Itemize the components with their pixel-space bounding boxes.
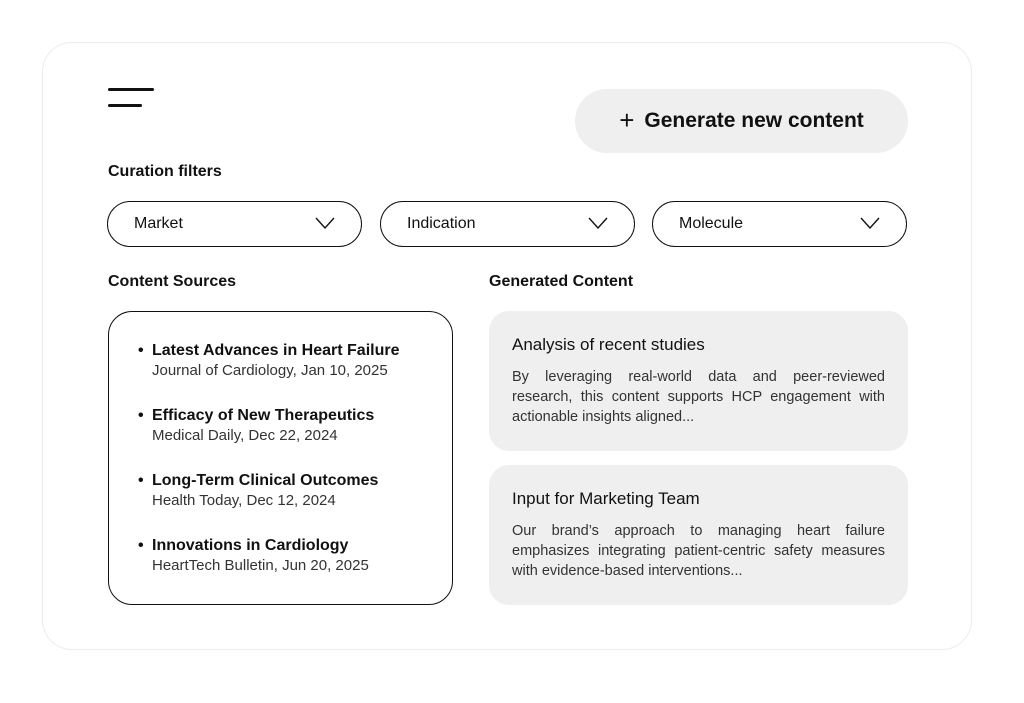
menu-line (108, 104, 142, 107)
generated-content-title: Generated Content (489, 273, 634, 290)
generated-card-body: Our brand’s approach to managing heart failure emphasizes integrating patient-centric safety measures with evidence-based interventions... (512, 523, 885, 579)
curation-filters-title: Curation filters (108, 163, 222, 180)
generated-card-title: Analysis of recent studies (512, 335, 705, 354)
source-title: Innovations in Cardiology (152, 537, 349, 554)
filter-label: Indication (407, 215, 476, 232)
menu-line (108, 88, 154, 91)
bullet: • (138, 537, 144, 554)
content-sources-title: Content Sources (108, 273, 237, 290)
hamburger-menu-icon[interactable] (108, 88, 156, 108)
generate-button-label: Generate new content (644, 109, 864, 132)
content-sources-panel (108, 311, 453, 605)
generate-new-content-button[interactable] (575, 89, 908, 153)
generated-card-title: Input for Marketing Team (512, 489, 700, 508)
indication-filter-dropdown[interactable] (380, 201, 635, 247)
bullet: • (138, 472, 144, 489)
market-filter-dropdown[interactable] (107, 201, 362, 247)
source-title-row (138, 407, 438, 425)
source-title: Long-Term Clinical Outcomes (152, 472, 379, 489)
generated-content-card[interactable] (489, 465, 908, 605)
source-meta: Medical Daily, Dec 22, 2024 (152, 427, 338, 444)
bullet: • (138, 407, 144, 424)
source-item[interactable] (138, 342, 438, 379)
chevron-down-icon (315, 216, 335, 230)
filter-label: Market (134, 215, 183, 232)
plus-icon: + (619, 105, 635, 135)
chevron-down-icon (588, 216, 608, 230)
filter-label: Molecule (679, 215, 744, 232)
chevron-down-icon (860, 216, 880, 230)
source-title-row (138, 342, 438, 360)
source-title-row (138, 472, 438, 490)
source-item[interactable] (138, 537, 438, 574)
generated-content-card[interactable] (489, 311, 908, 451)
source-meta: Journal of Cardiology, Jan 10, 2025 (152, 362, 388, 379)
bullet: • (138, 342, 144, 359)
source-item[interactable] (138, 472, 438, 509)
source-meta: HeartTech Bulletin, Jun 20, 2025 (152, 557, 369, 574)
source-title-row (138, 537, 438, 555)
source-title: Latest Advances in Heart Failure (152, 342, 400, 359)
source-item[interactable] (138, 407, 438, 444)
molecule-filter-dropdown[interactable] (652, 201, 907, 247)
source-title: Efficacy of New Therapeutics (152, 407, 375, 424)
generated-card-body: By leveraging real-world data and peer-reviewed research, this content supports HCP engagement with actionable insights aligned... (512, 369, 885, 425)
source-meta: Health Today, Dec 12, 2024 (152, 492, 336, 509)
